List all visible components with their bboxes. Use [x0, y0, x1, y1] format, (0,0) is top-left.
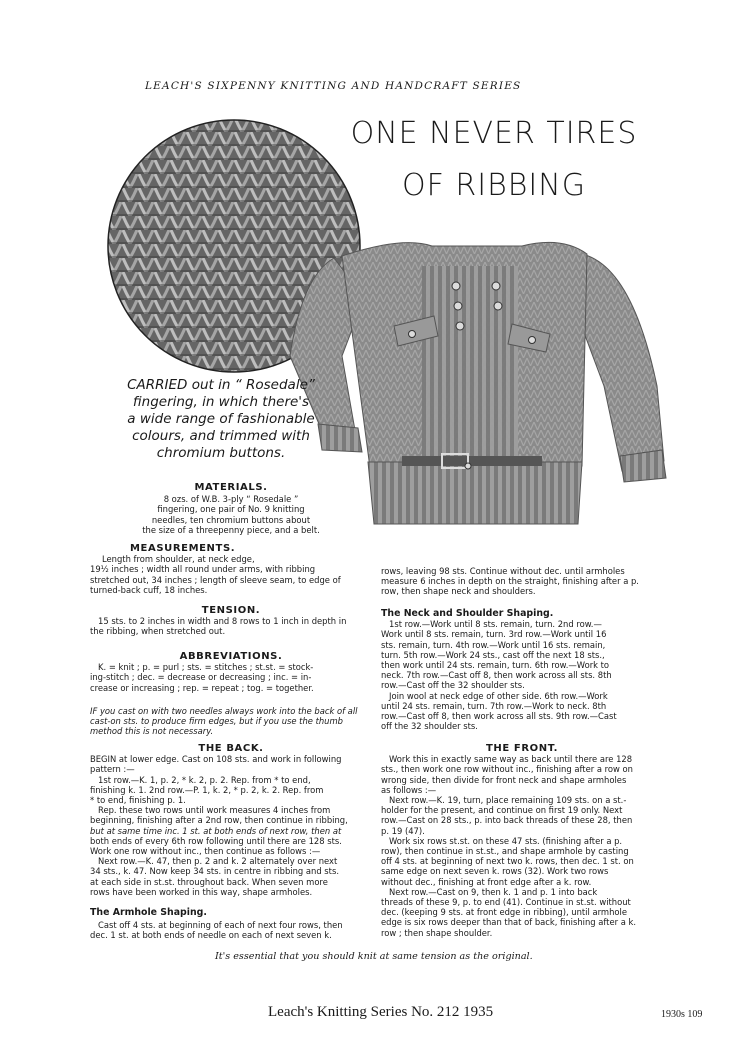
text-line: same edge on next seven k. rows (32). Work two rows: [381, 866, 609, 877]
text-line: crease or increasing ; rep. = repeat ; tog. = together.: [90, 682, 314, 693]
text-line: Join wool at neck edge of other side. 6th row.—Work: [389, 690, 608, 701]
neck-heading: The Neck and Shoulder Shaping.: [381, 608, 554, 619]
text-line: Work until 8 sts. remain, turn. 3rd row.—Work until 16: [381, 629, 607, 640]
intro-line: a wide range of fashionable: [127, 411, 315, 427]
text-line: p. 19 (47).: [381, 825, 425, 836]
text-line: row ; then shape shoulder.: [381, 927, 493, 938]
text-line: 1st row.—Work until 8 sts. remain, turn. 2nd row.—: [389, 619, 602, 630]
neck-block: [381, 609, 663, 731]
text-line: row.—Cast off 8, then work across all sts. 9th row.—Cast: [381, 711, 617, 722]
text-line: needles, ten chromium buttons about: [151, 514, 311, 525]
text-line: dec. 1 st. at both ends of needle on each of next seven k.: [90, 930, 332, 941]
title-line-1: ONE NEVER TIRES: [350, 116, 638, 151]
intro-line: colours, and trimmed with: [132, 428, 310, 444]
text-line: turned-back cuff, 18 inches.: [90, 584, 208, 595]
page-number: 1930s 109: [661, 1009, 703, 1020]
armhole-block: [90, 908, 372, 941]
intro-caption: [96, 377, 346, 462]
text-line: 34 sts., k. 47. Now keep 34 sts. in centre in ribbing and sts.: [90, 866, 339, 877]
text-line: fingering, one pair of No. 9 knitting: [157, 504, 305, 515]
text-line: row), then continue in st.st., and shape armhole by casting: [381, 846, 629, 857]
text-line: Work this in exactly same way as back until there are 128: [389, 754, 633, 765]
text-line: ing-stitch ; dec. = decrease or decreasing ; inc. = in-: [90, 672, 312, 683]
text-line: until 24 sts. remain, turn. 7th row.—Work to neck. 8th: [381, 700, 607, 711]
text-line: Next row.—K. 47, then p. 2 and k. 2 alternately over next: [98, 856, 338, 867]
text-line: * to end, finishing p. 1.: [90, 795, 186, 806]
intro-line: fingering, in which there's: [132, 394, 310, 410]
text-line: the size of a threepenny piece, and a belt.: [142, 524, 320, 535]
text-line: IF you cast on with two needles always work into the back of all: [90, 706, 358, 716]
text-line: Next row.—Cast on 9, then k. 1 and p. 1 into back: [389, 886, 598, 897]
text-line: Rep. these two rows until work measures 4 inches from: [98, 805, 331, 816]
text-line: off 4 sts. at beginning of next two k. rows, then dec. 1 st. on: [381, 856, 634, 867]
intro-line: CARRIED out in “ Rosedale”: [127, 377, 315, 393]
armhole-heading: The Armhole Shaping.: [90, 907, 207, 918]
text-line: turn. 5th row.—Work 24 sts., cast off the next 18 sts.,: [381, 649, 605, 660]
text-line: cast-on sts. to produce firm edges, but if you use the thumb: [90, 716, 343, 727]
text-line: then work until 24 sts. remain, turn. 6th row.—Work to: [381, 660, 610, 671]
text-line: sts. remain, turn. 4th row.—Work until 16 sts. remain,: [381, 639, 606, 650]
text-line: BEGIN at lower edge. Cast on 108 sts. and work in following: [90, 754, 342, 765]
text-line: holder for the present, and continue on first 19 only. Next: [381, 805, 623, 816]
text-line: threads of these 9, p. to end (41). Continue in st.st. without: [381, 897, 631, 908]
text-line: row.—Cast on 28 sts., p. into back threads of these 28, then: [381, 815, 633, 826]
front-heading: THE FRONT.: [485, 743, 558, 754]
text-line: edge is six rows deeper than that of back, finishing after a k.: [381, 917, 637, 928]
text-line: 8 ozs. of W.B. 3-ply “ Rosedale ”: [163, 494, 299, 505]
abbreviations-heading: ABBREVIATIONS.: [179, 651, 283, 662]
text-line: Work six rows st.st. on these 47 sts. (finishing after a p.: [389, 835, 623, 846]
text-line: wrong side, then divide for front neck and shape armholes: [381, 774, 627, 785]
text-line: 15 sts. to 2 inches in width and 8 rows to 1 inch in depth in: [98, 616, 347, 627]
tension-note: It's essential that you should knit at same tension as the original.: [215, 951, 533, 962]
text-line: Length from shoulder, at neck edge,: [102, 554, 255, 565]
abbreviations-block: [90, 652, 372, 693]
right-column-top: [381, 566, 663, 597]
text-line: pattern :—: [90, 764, 135, 775]
text-line: the ribbing, when stretched out.: [90, 626, 226, 637]
text-line: rows, leaving 98 sts. Continue without dec. until armholes: [381, 566, 625, 576]
text-line: as follows :—: [381, 784, 437, 795]
left-column: [90, 483, 372, 535]
text-line: sts., then work one row without inc., finishing after a row on: [381, 764, 633, 775]
back-block: [90, 744, 372, 897]
text-line: Cast off 4 sts. at beginning of each of next four rows, then: [98, 920, 343, 931]
text-line: row.—Cast off the 32 shoulder sts.: [381, 680, 525, 691]
title-line-2: OF RIBBING: [402, 168, 586, 203]
text-line: row, then shape neck and shoulders.: [381, 586, 536, 597]
text-line: 19½ inches ; width all round under arms, with ribbing: [90, 564, 316, 575]
text-line: without dec., finishing at front edge after a k. row.: [381, 876, 592, 887]
text-line: neck. 7th row.—Cast off 8, then work across all sts. 8th: [381, 670, 612, 681]
series-header: LEACH'S SIXPENNY KNITTING AND HANDCRAFT SERIES: [145, 80, 522, 92]
intro-line: chromium buttons.: [156, 445, 286, 461]
text-line: Work one row without inc., then continue as follows :—: [90, 846, 321, 857]
text-line: finishing k. 1. 2nd row.—P. 1, k. 2, * p. 2, k. 2. Rep. from: [90, 784, 324, 795]
measurements-block: [90, 544, 372, 595]
text-line: at each side in st.st. throughout back. When seven more: [90, 876, 328, 887]
text-line: measure 6 inches in depth on the straight, finishing after a p.: [381, 576, 639, 587]
text-line: but at same time inc. 1 st. at both ends of next row, then at: [90, 825, 342, 836]
text-line: dec. (keeping 9 sts. at front edge in ribbing), until armhole: [381, 907, 627, 918]
text-line: 1st row.—K. 1, p. 2, * k. 2, p. 2. Rep. from * to end,: [98, 774, 311, 785]
text-line: K. = knit ; p. = purl ; sts. = stitches ; st.st. = stock-: [98, 662, 314, 673]
tension-heading: TENSION.: [201, 605, 261, 616]
back-heading: THE BACK.: [198, 743, 264, 754]
text-line: method this is not necessary.: [90, 726, 214, 737]
tension-block: [90, 606, 372, 637]
text-line: beginning, finishing after a 2nd row, then continue in ribbing,: [90, 815, 348, 826]
text-line: both ends of every 6th row following until there are 128 sts.: [90, 835, 342, 846]
materials-heading: MATERIALS.: [194, 482, 268, 493]
cast-on-note: [90, 706, 372, 737]
text-line: rows have been worked in this way, shape armholes.: [90, 886, 313, 897]
materials-text: [90, 494, 372, 535]
text-line: off the 32 shoulder sts.: [381, 721, 478, 732]
text-line: stretched out, 34 inches ; length of sleeve seam, to edge of: [90, 574, 341, 585]
footer-title: Leach's Knitting Series No. 212 1935: [268, 1004, 494, 1020]
measurements-heading: MEASUREMENTS.: [130, 543, 236, 554]
text-line: Next row.—K. 19, turn, place remaining 109 sts. on a st.-: [389, 795, 627, 806]
front-block: [381, 744, 663, 938]
